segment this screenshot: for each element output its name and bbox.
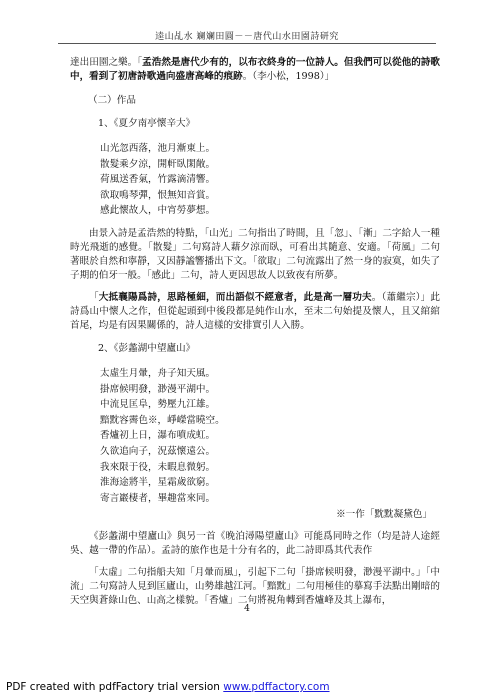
pdf-footer (6, 681, 330, 693)
intro-citation: 。（李小松，1998）」 (242, 71, 335, 82)
header-rule (58, 43, 436, 44)
section-heading-works: （二）作品 (88, 95, 136, 106)
poem-2-line: 太虛生月暈，舟子知天風。 (100, 367, 216, 379)
paragraph-poem-1-analysis: 由景入詩是孟浩然的特點，「山光」二句指出了時間，且「忽」、「漸」二字給人一種時光飛逝的感覺。「散髮」二句寫詩人藉夕涼而臥，可看出其隨意、安適。「荷風」二句著眼於自然和寧靜，又因靜謐響播出下文。「欲取」二句流露出了然一身的寂寞，如失了子期的伯牙一般。「感此」二句，詩人更因思故人以致夜有所夢。 (70, 227, 440, 281)
paragraph-poem-2-analysis: 「太虛」二句指船夫知「月暈而風」，引起下二句「掛席候明發，渺漫平湖中。」「中流」二句寫詩人見到匡廬山，山勢雄越江河。「黯黕」二句用極佳的摹寫手法點出剛暗的天空與蒼綠山色、山高之樣貌。「香爐」二句將視角轉到香爐峰及其上瀑布， (70, 567, 440, 607)
running-header: 逵山乩水 斓斓田圓－－唐代山水田園詩研究 (155, 32, 339, 42)
poem-2-line: 黯黕容霽色※，崢嶸當曉空。 (100, 414, 225, 426)
poem-1-title: 1、《夏夕南亭懷辛大》 (98, 118, 196, 129)
intro-emphasis-2: 的詩歌中，看到了初唐詩歌過向盛唐高峰的痕跡 (70, 57, 441, 82)
poem-1-line: 荷風送香氣，竹露滴清響。 (100, 174, 216, 186)
intro-emphasis-1: 孟浩然是唐代少有的，以布衣終身的一位詩人。但我們可以從他 (142, 57, 412, 68)
footer-link[interactable]: www.pdffactory.com (223, 681, 330, 693)
poem-1-line: 欲取鳴琴彈，恨無知音賞。 (100, 189, 216, 201)
intro-lead: 達出田園之樂。「 (70, 57, 143, 68)
poem-2-line: 我來限于役，未暇息微躬。 (100, 461, 216, 473)
paragraph-poem-2-context: 《彭蠡湖中望廬山》與另一首《晚泊潯陽望廬山》可能爲同時之作（均是詩人途經吳、越一帶的作品）。孟詩的旅作也是十分有名的，此二詩即爲其代表作 (70, 531, 440, 557)
poem-1-line: 山光忽西落，池月漸東上。 (100, 143, 216, 154)
poem-1-line: 散髮乘夕涼，開軒臥閑敞。 (100, 158, 216, 170)
commentary-emphasis: 大抵襄陽爲詩，思路極細，而出語似不經意者，此是高一層功夫 (98, 291, 372, 303)
paragraph-intro (70, 56, 440, 84)
poem-2-line: 寄言巖棲者，畢趣當來同。 (100, 492, 216, 504)
body-content (70, 56, 440, 608)
poem-2-title: 2、《彭蠡湖中望廬山》 (98, 342, 196, 354)
poem-2-line: 掛席候明發，渺漫平湖中。 (100, 383, 216, 395)
poem-1-body (100, 141, 440, 219)
poem-1-line: 感此懷故人，中宵勞夢想。 (100, 205, 216, 217)
commentary-rest: 。（蕭繼宗）」此詩爲山中懷人之作，但從起頭到中後段都是純作山水，至末二句始提及懷人，且又綰綰首尾，均是有因果關係的，詩人這樣的安排實引人入勝。 (70, 291, 440, 331)
poem-2-line: 久欲追向子，況茲懷遠公。 (100, 445, 216, 457)
commentary-open: 「 (89, 291, 99, 303)
poem-2-body (100, 366, 440, 506)
poem-2-variant-note: ※一作「黕黕凝黛色」 (336, 509, 432, 521)
poem-2-line: 香爐初上日，瀑布噴成虹。 (100, 430, 216, 442)
footer-text: PDF created with pdfFactory trial version (6, 681, 224, 693)
page-number: 4 (244, 604, 250, 614)
paragraph-poem-1-commentary (70, 291, 440, 333)
poem-2-line: 中流見匡阜，勢壓九江雄。 (100, 399, 216, 411)
poem-2-line: 淮海途將半，星霜歲欲窮。 (100, 477, 216, 489)
